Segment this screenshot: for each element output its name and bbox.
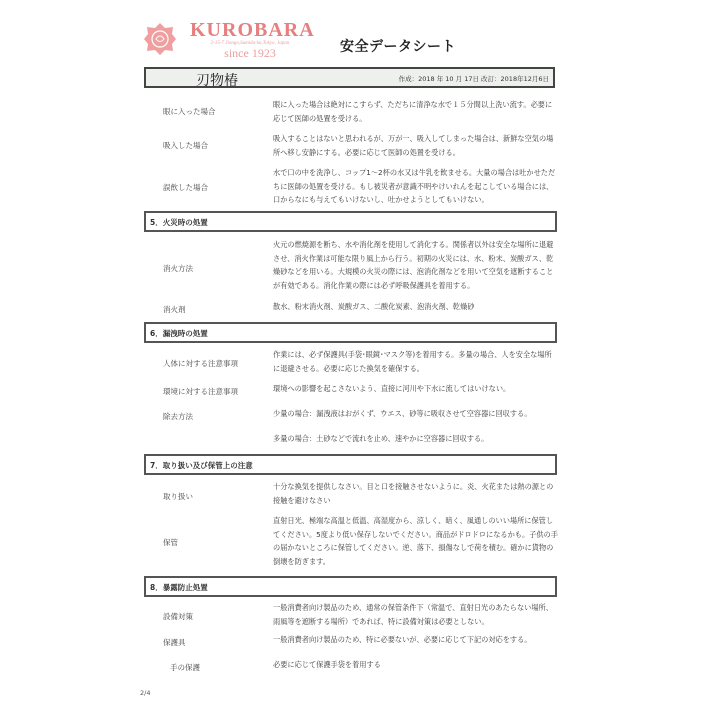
section-title: 5．火災時の処置 [150,218,208,227]
row-label: 眼に入った場合 [163,107,216,116]
brand-block [190,19,315,60]
product-name: 刃物椿 [196,73,238,89]
row-text: 火元の燃焼源を断ち、水や消化剤を使用して消化する。関係者以外は安全な場所に退避させ、消火作業は可能な限り風上から行う。初期の火災には、水、粉末、炭酸ガス、乾燥砂などを用いる。大規模の火災の際には、泡消化剤などを用いて空気を遮断することが有効である。消化作業の際には必ず呼吸保護具を着用する。 [273,240,554,290]
row-label: 除去方法 [163,412,193,421]
row-label: 人体に対する注意事項 [163,359,238,368]
row-text: 少量の場合：漏洩液はおがくず、ウエス、砂等に吸収させて空容器に回収する。 [273,409,532,418]
section-header-8 [144,576,557,597]
row-label: 誤飲した場合 [163,183,208,192]
row-text: 十分な換気を提供しなさい。目と口を接触させないように。炎、火花または熱の源との接触を避けなさい [273,482,554,505]
brand-name: KUROBARA [190,19,315,41]
page-number: 2/4 [140,689,151,697]
row-label: 保管 [163,538,178,547]
section-title: 7．取り扱い及び保管上の注意 [150,461,253,470]
row-label: 消火方法 [163,264,193,273]
row-label: 手の保護 [170,663,200,672]
row-text: 眼に入った場合は絶対にこすらず、ただちに清浄な水で１５分間以上洗い流す。必要に応じて医師の処置を受ける。 [273,100,553,123]
row-text: 直射日光、極端な高温と低温、高湿度から、涼しく、暗く、風通しのいい場所に保管してください。5度より低い保存しないでください。商品がドロドロになるかも。子供の手の届かないところに保管してください。逆、落下、損傷なしで荷を積む。確かに貨物の倒壊を防ぎます。 [273,516,558,566]
revision-dates: 作成：2018 年 10 月 17日 改訂：2018年12月6日 [398,75,549,83]
row-label: 吸入した場合 [163,141,208,150]
row-text: 一般消費者向け製品のため、特に必要ないが、必要に応じて下記の対応をする。 [273,635,532,644]
rose-logo-icon [143,22,177,56]
section-header-6 [144,322,557,343]
row-label: 消火剤 [163,305,186,314]
row-label: 保護具 [163,638,186,647]
row-text: 一般消費者向け製品のため、通常の保管条件下（常温で、直射日光のあたらない場所、雨風等を遮断する場所）であれば、特に設備対策は必要としない。 [273,603,553,626]
row-text: 吸入することはないと思われるが、万が一、吸入してしまった場合は、新鮮な空気の場所へ移し安静にする。必要に応じて医師の処置を受ける。 [273,134,554,157]
row-text: 作業には、必ず保護具(手袋･眼鏡･マスク等)を着用する。多量の場合、人を安全な場所に退避させる。必要に応じた換気を確保する。 [273,350,552,373]
section-title: 6．漏洩時の処置 [150,329,208,338]
row-text: 多量の場合：土砂などで流れを止め、速やかに空容器に回収する。 [273,434,489,443]
brand-address: 2-15-7 Jiongo,Sumida-ku,Tokyo, Japan [210,41,290,46]
product-title-bar [144,67,555,88]
row-text: 水で口の中を洗浄し、コップ1～2杯の水又は牛乳を飲ませる。大量の場合は吐かせただちに医師の処置を受ける。もし被災者が意識不明やけいれんを起こしている場合には、口からなにも与えてもいけないし、吐かせようとしてもいけない。 [273,168,556,204]
brand-since: since 1923 [224,46,276,60]
row-label: 設備対策 [163,612,193,621]
row-label: 取り扱い [163,492,193,501]
section-title: 8．暴露防止処置 [150,583,208,592]
section-header-5 [144,211,557,232]
row-label: 環境に対する注意事項 [163,387,238,396]
section-header-7 [144,454,557,475]
row-text: 必要に応じて保護手袋を着用する [273,660,381,669]
row-text: 散水、粉末消火剤、炭酸ガス、二酸化炭素、泡消火剤、乾燥砂 [273,302,475,311]
row-text: 環境への影響を起こさないよう、直接に河川や下水に流してはいけない。 [273,384,511,393]
document-title: 安全データシート [340,39,456,55]
